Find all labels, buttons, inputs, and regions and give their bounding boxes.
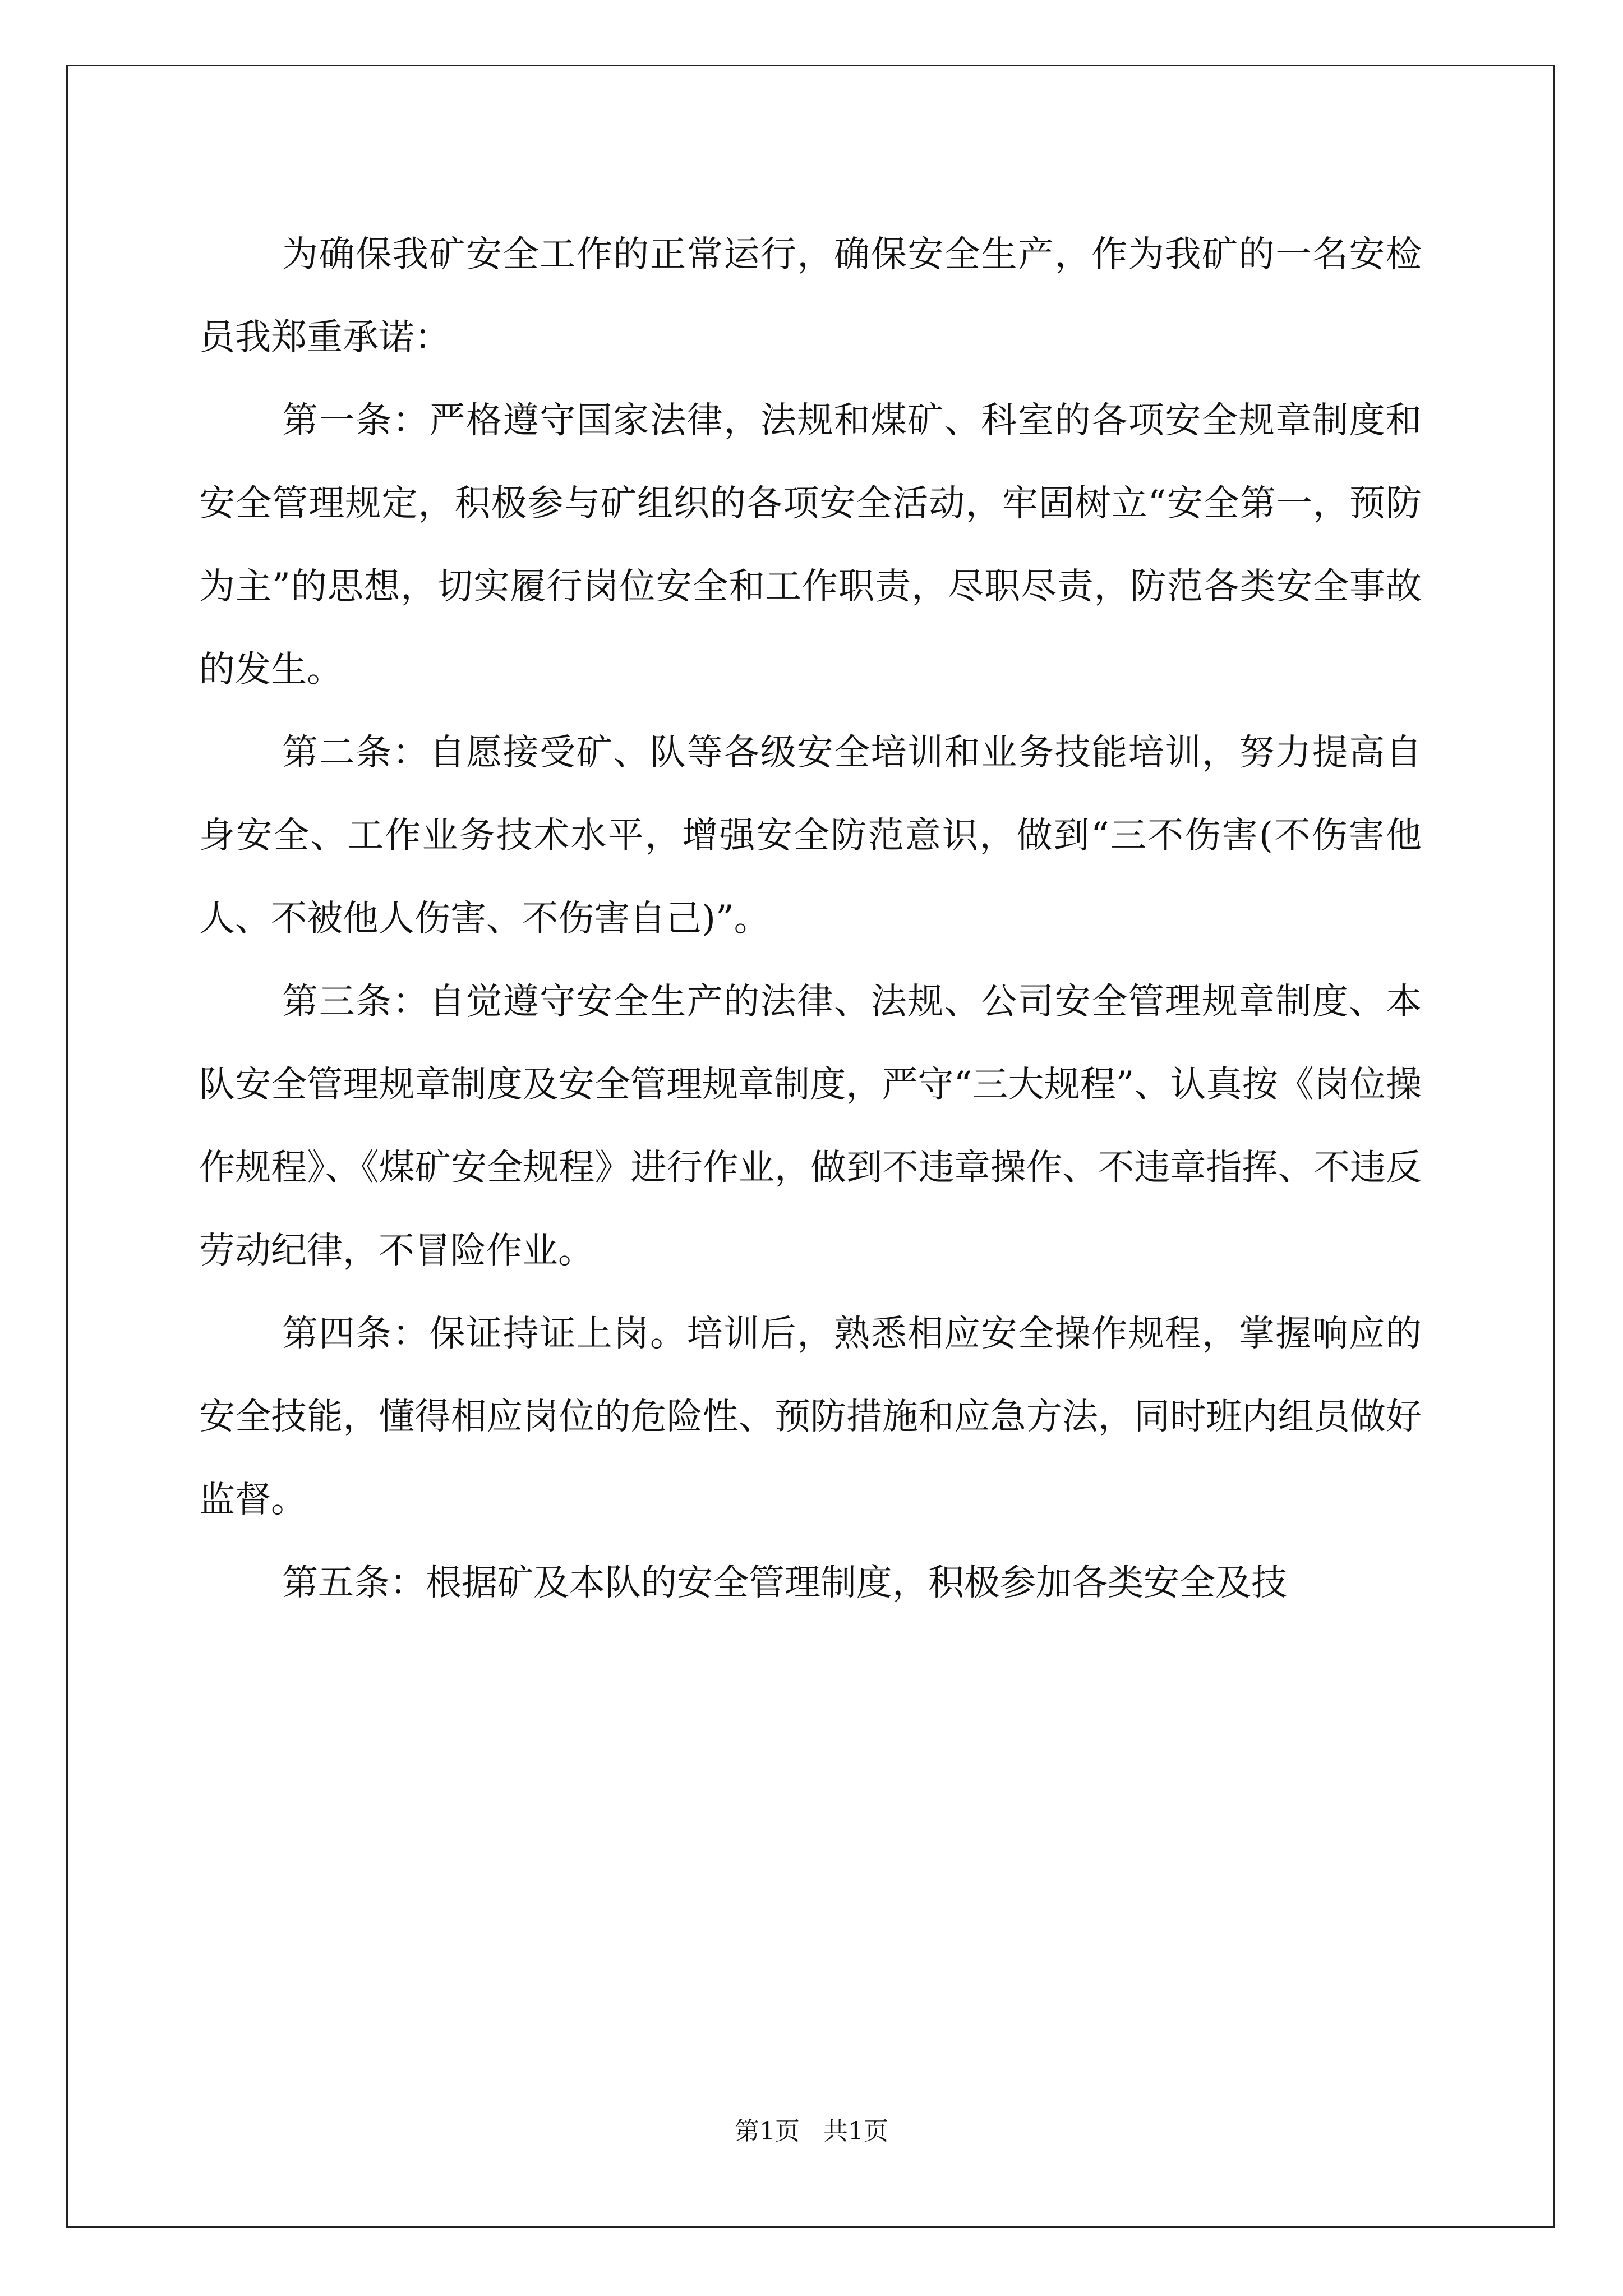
paragraph-article-4: 第四条：保证持证上岗。培训后，熟悉相应安全操作规程，掌握响应的安全技能，懂得相应岗位的危险性、预防措施和应急方法，同时班内组员做好监督。	[199, 1313, 1422, 1521]
page-number-footer: 第1页 共1页	[735, 2117, 888, 2146]
paragraph-article-5: 第五条：根据矿及本队的安全管理制度，积极参加各类安全及技	[282, 1562, 1287, 1604]
paragraph-intro: 为确保我矿安全工作的正常运行，确保安全生产，作为我矿的一名安检员我郑重承诺：	[199, 234, 1422, 358]
document-body	[199, 213, 1422, 1625]
paragraph-article-3: 第三条：自觉遵守安全生产的法律、法规、公司安全管理规章制度、本队安全管理规章制度及安全管理规章制度，严守“三大规程”、认真按《岗位操作规程》、《煤矿安全规程》进行作业，做到不违章操作、不违章指挥、不违反劳动纪律，不冒险作业。	[199, 981, 1422, 1272]
paragraph-article-2: 第二条：自愿接受矿、队等各级安全培训和业务技能培训，努力提高自身安全、工作业务技术水平，增强安全防范意识，做到“三不伤害(不伤害他人、不被他人伤害、不伤害自己)”。	[199, 732, 1422, 940]
paragraph-article-1: 第一条：严格遵守国家法律，法规和煤矿、科室的各项安全规章制度和安全管理规定，积极参与矿组织的各项安全活动，牢固树立“安全第一，预防为主”的思想，切实履行岗位安全和工作职责，尽职尽责，防范各类安全事故的发生。	[199, 400, 1422, 691]
